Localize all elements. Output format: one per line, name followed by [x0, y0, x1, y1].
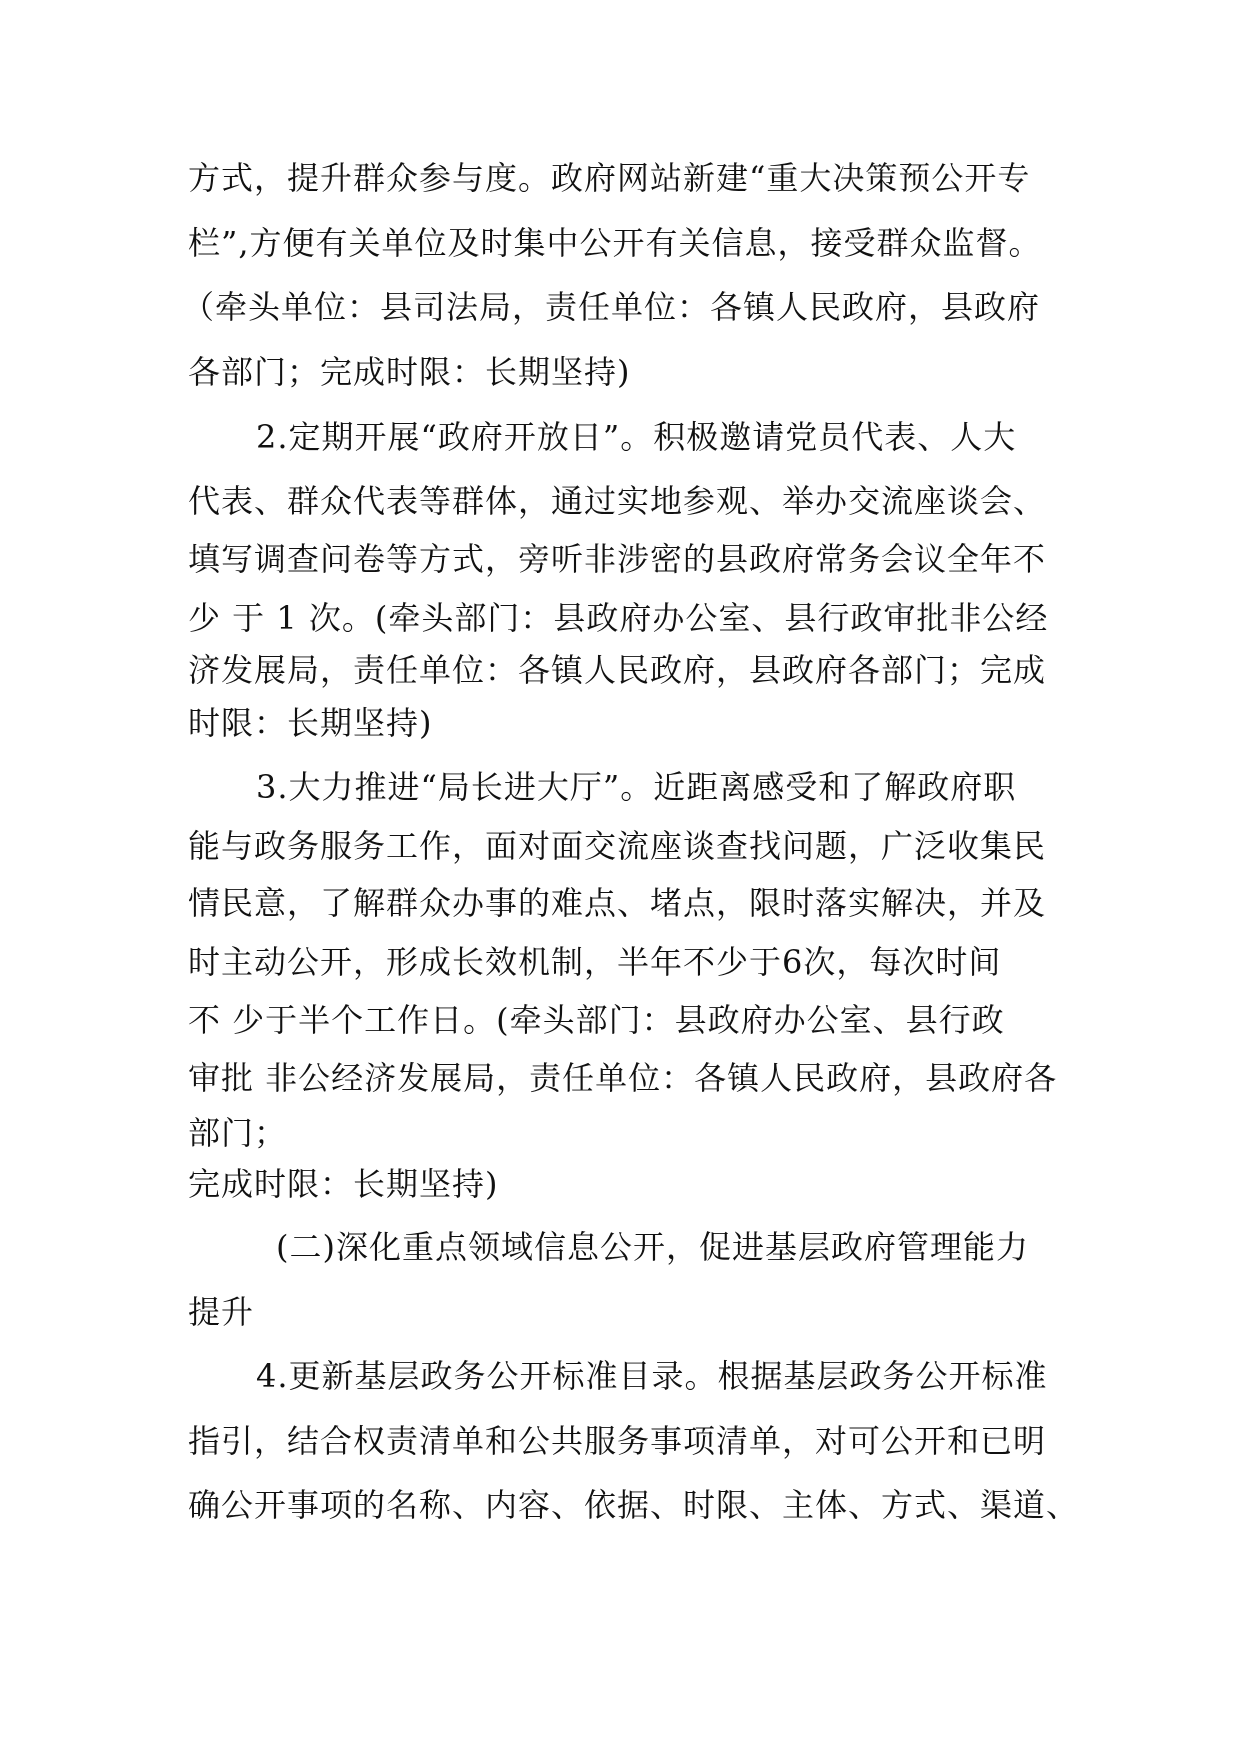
- text-line: 指引，结合权责清单和公共服务事项清单，对可公开和已明: [188, 1422, 1047, 1460]
- text-line: 确公开事项的名称、内容、依据、时限、主体、方式、渠道、: [188, 1486, 1080, 1524]
- text-line: 不 少于半个工作日。(牵头部门：县政府办公室、县行政: [188, 1001, 1005, 1039]
- text-line: 填写调查问卷等方式，旁听非涉密的县政府常务会议全年不: [188, 540, 1047, 578]
- text-line: （牵头单位：县司法局，责任单位：各镇人民政府，县政府: [182, 288, 1041, 326]
- paragraph-start-line: 2.定期开展“政府开放日”。积极邀请党员代表、人大: [256, 418, 1017, 456]
- text-line: 情民意，了解群众办事的难点、堵点，限时落实解决，并及: [188, 884, 1047, 922]
- paragraph-start-line: 3.大力推进“局长进大厅”。近距离感受和了解政府职: [256, 768, 1017, 806]
- text-line: 方式，提升群众参与度。政府网站新建“重大决策预公开专: [188, 159, 1031, 197]
- section-heading-continued: 提升: [188, 1293, 255, 1331]
- text-line: 时限：长期坚持): [188, 704, 433, 742]
- text-line: 审批 非公经济发展局，责任单位：各镇人民政府，县政府各: [188, 1059, 1058, 1097]
- paragraph-start-line: 4.更新基层政务公开标准目录。根据基层政务公开标准: [256, 1357, 1048, 1395]
- text-line: 少 于 1 次。(牵头部门：县政府办公室、县行政审批非公经: [188, 599, 1049, 637]
- section-heading: (二)深化重点领域信息公开，促进基层政府管理能力: [276, 1228, 1029, 1266]
- text-line: 能与政务服务工作，面对面交流座谈查找问题，广泛收集民: [188, 827, 1047, 865]
- text-line: 各部门；完成时限：长期坚持): [188, 353, 631, 391]
- text-line: 济发展局，责任单位：各镇人民政府，县政府各部门；完成: [188, 651, 1047, 689]
- text-line: 时主动公开，形成长效机制，半年不少于6次，每次时间: [188, 943, 1002, 981]
- text-line: 栏”,方便有关单位及时集中公开有关信息，接受群众监督。: [188, 224, 1042, 262]
- text-line: 部门；: [188, 1114, 288, 1152]
- text-line: 完成时限：长期坚持): [188, 1165, 499, 1203]
- text-line: 代表、群众代表等群体，通过实地参观、举办交流座谈会、: [188, 482, 1047, 520]
